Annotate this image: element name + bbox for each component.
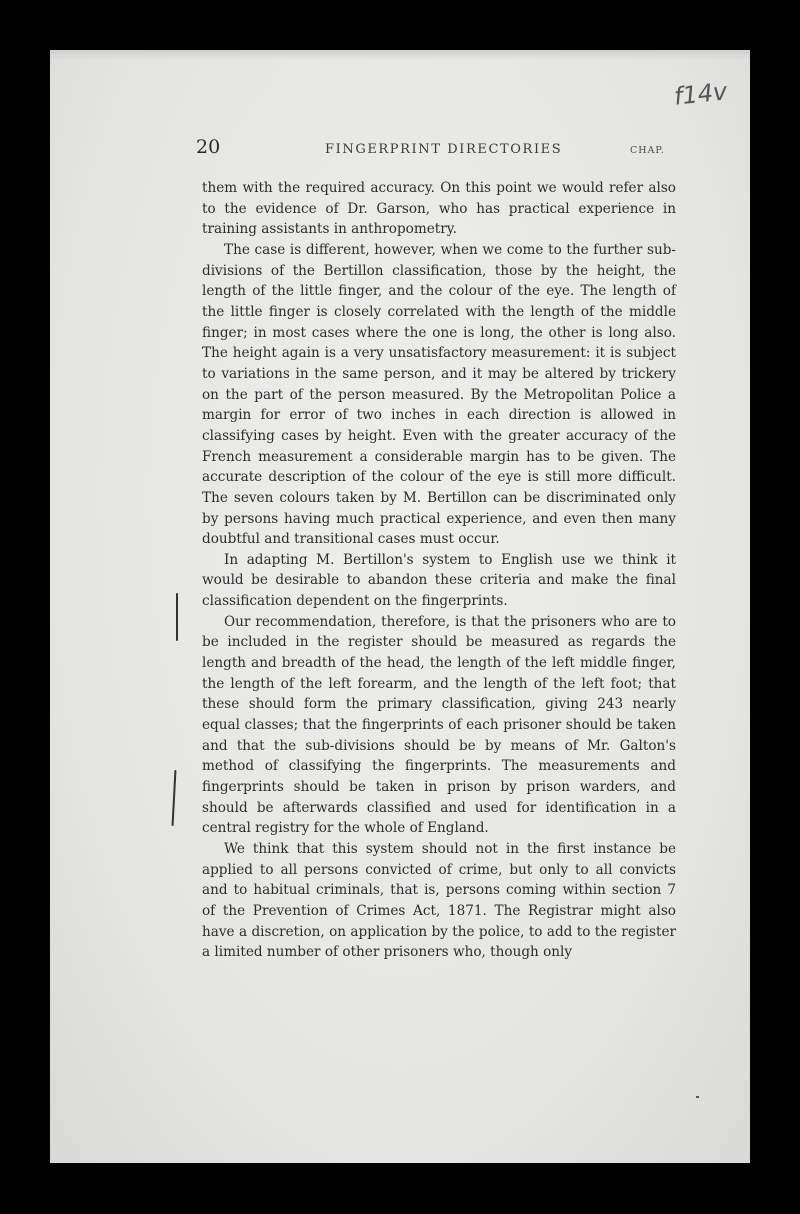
page-number: 20 (196, 136, 221, 158)
margin-pencil-mark (176, 593, 178, 641)
paragraph: In adapting M. Bertillon's system to English use we think it would be desirable to abandon these criteria and make the final classification dependent on the fingerprints. (202, 551, 676, 610)
page-speck (696, 1096, 699, 1098)
book-page (50, 50, 750, 1163)
paragraph: We think that this system should not in the first instance be applied to all persons convicted of crime, but only to all convicts and to habitual criminals, that is, persons coming within section 7 of the Prevention of Crimes Act, 1871. The Registrar might also have a discretion, on application by the police, to add to the register a limited number of other prisoners who, though only (202, 841, 676, 961)
body-text (202, 178, 676, 963)
chapter-abbrev: CHAP. (630, 145, 665, 156)
paragraph: The case is different, however, when we come to the further sub-divisions of the Bertillon classification, those by the height, the length of the little finger, and the colour of the eye. The length of the little finger is closely correlated with the length of the middle finger; in most cases where the one is long, the other is long also. The height again is a very unsatisfactory measurement: it is subject to variations in the same person, and it may be altered by trickery on the part of the person measured. By the Metropolitan Police a margin for error of two inches in each direction is allowed in classifying cases by height. Even with the greater accuracy of the French measurement a considerable margin has to be given. The accurate description of the colour of the eye is still more difficult. The seven colours taken by M. Bertillon can be discriminated only by persons having much practical experience, and even then many doubtful and transitional cases must occur. (202, 241, 676, 548)
running-head: FINGERPRINT DIRECTORIES (325, 142, 563, 157)
page-edge-shadow (50, 50, 750, 60)
paragraph: them with the required accuracy. On this point we would refer also to the evidence of Dr. Garson, who has practical experience in training assistants in anthropometry. (202, 180, 676, 238)
paragraph: Our recommendation, therefore, is that the prisoners who are to be included in the register should be measured as regards the length and breadth of the head, the length of the left middle finger, the length of the left forearm, and the length of the left foot; that these should form the primary classification, giving 243 nearly equal classes; that the fingerprints of each prisoner should be taken and that the sub-divisions should be by means of Mr. Galton's method of classifying the fingerprints. The measurements and fingerprints should be taken in prison by prison warders, and should be afterwards classified and used for identification in a central registry for the whole of England. (202, 613, 676, 837)
handwritten-folio-mark: f14v (672, 77, 729, 111)
margin-pencil-mark (172, 770, 177, 826)
